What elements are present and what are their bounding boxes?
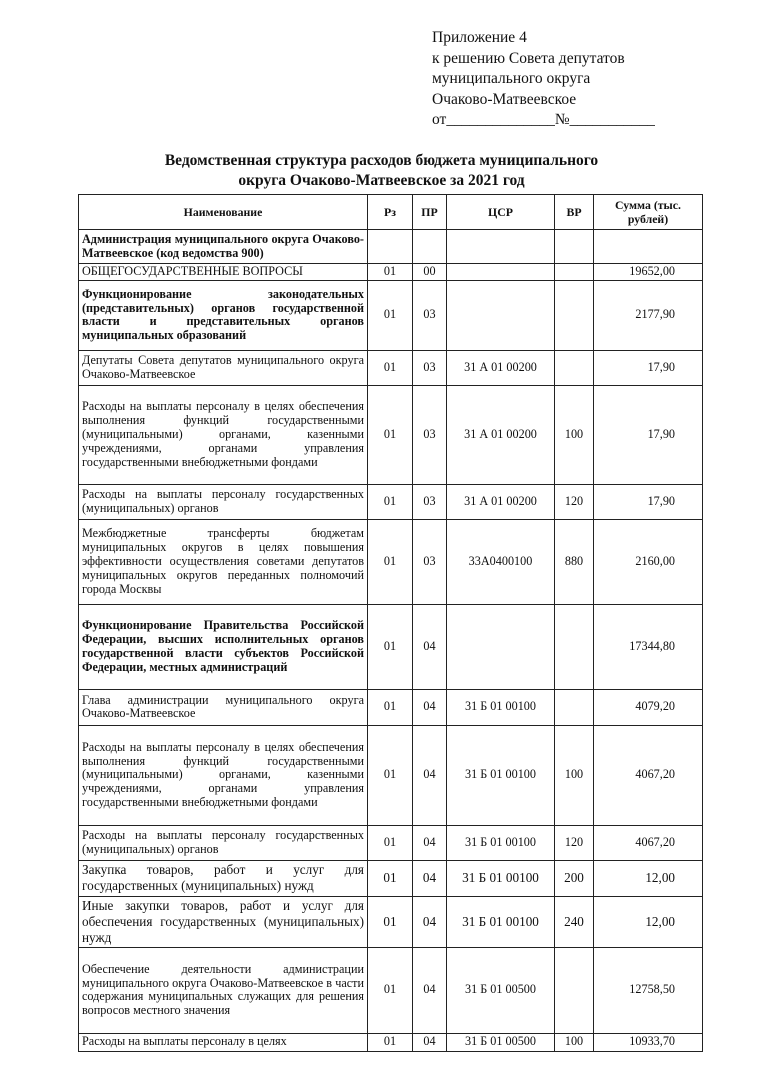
row-csr-cell bbox=[447, 604, 555, 689]
table-row bbox=[79, 230, 703, 264]
row-name-cell: Расходы на выплаты персоналу государственных (муниципальных) органов bbox=[79, 825, 368, 860]
row-csr-cell: 31 Б 01 00100 bbox=[447, 896, 555, 947]
document-header bbox=[432, 28, 655, 131]
row-csr-cell: 31 Б 01 00500 bbox=[447, 947, 555, 1033]
row-rz-cell: 01 bbox=[368, 604, 413, 689]
row-pr-cell: 04 bbox=[413, 860, 447, 896]
row-name-cell: Расходы на выплаты персоналу в целях bbox=[79, 1033, 368, 1051]
title-line-2: округа Очаково-Матвеевское за 2021 год bbox=[238, 172, 525, 189]
row-rz-cell: 01 bbox=[368, 1033, 413, 1051]
row-vr-cell bbox=[555, 264, 594, 281]
row-pr-cell: 03 bbox=[413, 280, 447, 350]
row-vr-cell: 100 bbox=[555, 385, 594, 484]
row-vr-cell: 880 bbox=[555, 519, 594, 604]
row-name-cell: Функционирование законодательных (представительных) органов государственной власти и представительных органов муниципальных образований bbox=[79, 280, 368, 350]
row-pr-cell: 04 bbox=[413, 725, 447, 825]
row-rz-cell: 01 bbox=[368, 860, 413, 896]
row-csr-cell bbox=[447, 280, 555, 350]
row-pr-cell: 03 bbox=[413, 519, 447, 604]
row-rz-cell bbox=[368, 230, 413, 264]
district-name: Очаково-Матвеевское bbox=[432, 90, 577, 108]
row-csr-cell: 31 А 01 00200 bbox=[447, 484, 555, 519]
document-title bbox=[0, 151, 763, 191]
row-sum-cell: 4067,20 bbox=[594, 725, 703, 825]
row-name-cell: Расходы на выплаты персоналу государственных (муниципальных) органов bbox=[79, 484, 368, 519]
col-header-pr: ПР bbox=[413, 195, 447, 230]
row-name-cell: Депутаты Совета депутатов муниципального округа Очаково-Матвеевское bbox=[79, 350, 368, 385]
row-name-cell: Расходы на выплаты персоналу в целях обеспечения выполнения функций государственными (муниципальными) органами, казенными учреждениями, органами управления государственными внебюджетными фондами bbox=[79, 385, 368, 484]
row-rz-cell: 01 bbox=[368, 689, 413, 725]
row-pr-cell: 04 bbox=[413, 604, 447, 689]
row-pr-cell: 04 bbox=[413, 947, 447, 1033]
row-pr-cell: 03 bbox=[413, 350, 447, 385]
row-vr-cell bbox=[555, 689, 594, 725]
row-pr-cell: 04 bbox=[413, 1033, 447, 1051]
row-rz-cell: 01 bbox=[368, 385, 413, 484]
row-sum-cell: 19652,00 bbox=[594, 264, 703, 281]
row-pr-cell: 04 bbox=[413, 689, 447, 725]
row-vr-cell bbox=[555, 604, 594, 689]
row-vr-cell bbox=[555, 350, 594, 385]
col-header-sum: Сумма (тыс. рублей) bbox=[594, 195, 703, 230]
row-rz-cell: 01 bbox=[368, 519, 413, 604]
row-vr-cell bbox=[555, 280, 594, 350]
table-row bbox=[79, 604, 703, 689]
table-row bbox=[79, 264, 703, 281]
row-pr-cell: 04 bbox=[413, 896, 447, 947]
table-row bbox=[79, 385, 703, 484]
row-sum-cell: 17,90 bbox=[594, 350, 703, 385]
row-csr-cell: 31 А 01 00200 bbox=[447, 350, 555, 385]
table-row bbox=[79, 689, 703, 725]
row-name-cell: Расходы на выплаты персоналу в целях обеспечения выполнения функций государственными (муниципальными) органами, казенными учреждениями, органами управления государственными внебюджетными фондами bbox=[79, 725, 368, 825]
appendix-label: Приложение 4 bbox=[432, 29, 527, 46]
table-row bbox=[79, 280, 703, 350]
table-row bbox=[79, 725, 703, 825]
table-row bbox=[79, 896, 703, 947]
row-sum-cell: 17344,80 bbox=[594, 604, 703, 689]
table-row bbox=[79, 484, 703, 519]
row-csr-cell bbox=[447, 264, 555, 281]
row-vr-cell: 120 bbox=[555, 484, 594, 519]
table-row bbox=[79, 1033, 703, 1051]
row-sum-cell: 17,90 bbox=[594, 385, 703, 484]
row-sum-cell: 2160,00 bbox=[594, 519, 703, 604]
title-line-1: Ведомственная структура расходов бюджета муниципального bbox=[164, 152, 599, 169]
row-sum-cell: 4067,20 bbox=[594, 825, 703, 860]
row-name-cell: ОБЩЕГОСУДАРСТВЕННЫЕ ВОПРОСЫ bbox=[79, 264, 368, 281]
row-vr-cell: 200 bbox=[555, 860, 594, 896]
row-pr-cell: 03 bbox=[413, 484, 447, 519]
table-row bbox=[79, 519, 703, 604]
row-csr-cell: 31 Б 01 00100 bbox=[447, 689, 555, 725]
table-row bbox=[79, 350, 703, 385]
row-vr-cell: 100 bbox=[555, 1033, 594, 1051]
row-name-cell: Иные закупки товаров, работ и услуг для обеспечения государственных (муниципальных) нужд bbox=[79, 896, 368, 947]
row-csr-cell: 31 Б 01 00500 bbox=[447, 1033, 555, 1051]
row-name-cell: Обеспечение деятельности администрации муниципального округа Очаково-Матвеевское в части содержания муниципальных служащих для решения вопросов местного значения bbox=[79, 947, 368, 1033]
row-rz-cell: 01 bbox=[368, 280, 413, 350]
row-sum-cell: 12,00 bbox=[594, 896, 703, 947]
row-sum-cell: 12758,50 bbox=[594, 947, 703, 1033]
row-sum-cell bbox=[594, 230, 703, 264]
row-pr-cell: 04 bbox=[413, 825, 447, 860]
row-rz-cell: 01 bbox=[368, 825, 413, 860]
row-rz-cell: 01 bbox=[368, 350, 413, 385]
table-row bbox=[79, 825, 703, 860]
row-rz-cell: 01 bbox=[368, 484, 413, 519]
table-row bbox=[79, 947, 703, 1033]
col-header-csr: ЦСР bbox=[447, 195, 555, 230]
row-sum-cell: 2177,90 bbox=[594, 280, 703, 350]
row-csr-cell: 31 А 01 00200 bbox=[447, 385, 555, 484]
row-csr-cell: 31 Б 01 00100 bbox=[447, 725, 555, 825]
row-vr-cell bbox=[555, 230, 594, 264]
date-number-line: от______________№___________ bbox=[432, 111, 655, 128]
row-rz-cell: 01 bbox=[368, 896, 413, 947]
table-header-row bbox=[79, 195, 703, 230]
budget-structure-table bbox=[78, 194, 703, 1052]
row-name-cell: Администрация муниципального округа Очаково-Матвеевское (код ведомства 900) bbox=[79, 230, 368, 264]
row-name-cell: Глава администрации муниципального округа Очаково-Матвеевское bbox=[79, 689, 368, 725]
row-csr-cell: 31 Б 01 00100 bbox=[447, 860, 555, 896]
row-name-cell: Межбюджетные трансферты бюджетам муниципальных округов в целях повышения эффективности осуществления советами депутатов муниципальных округов переданных полномочий города Москвы bbox=[79, 519, 368, 604]
decision-line: к решению Совета депутатов bbox=[432, 49, 625, 67]
row-pr-cell bbox=[413, 230, 447, 264]
row-vr-cell: 100 bbox=[555, 725, 594, 825]
row-vr-cell: 120 bbox=[555, 825, 594, 860]
col-header-name: Наименование bbox=[79, 195, 368, 230]
row-pr-cell: 00 bbox=[413, 264, 447, 281]
row-csr-cell bbox=[447, 230, 555, 264]
col-header-vr: ВР bbox=[555, 195, 594, 230]
table-row bbox=[79, 860, 703, 896]
col-header-rz: Рз bbox=[368, 195, 413, 230]
row-sum-cell: 17,90 bbox=[594, 484, 703, 519]
row-csr-cell: 33А0400100 bbox=[447, 519, 555, 604]
row-vr-cell bbox=[555, 947, 594, 1033]
row-rz-cell: 01 bbox=[368, 264, 413, 281]
row-sum-cell: 4079,20 bbox=[594, 689, 703, 725]
row-name-cell: Закупка товаров, работ и услуг для государственных (муниципальных) нужд bbox=[79, 860, 368, 896]
row-sum-cell: 10933,70 bbox=[594, 1033, 703, 1051]
row-csr-cell: 31 Б 01 00100 bbox=[447, 825, 555, 860]
row-sum-cell: 12,00 bbox=[594, 860, 703, 896]
row-pr-cell: 03 bbox=[413, 385, 447, 484]
district-line: муниципального округа bbox=[432, 70, 591, 87]
row-vr-cell: 240 bbox=[555, 896, 594, 947]
row-rz-cell: 01 bbox=[368, 947, 413, 1033]
row-rz-cell: 01 bbox=[368, 725, 413, 825]
row-name-cell: Функционирование Правительства Российской Федерации, высших исполнительных органов государственной власти субъектов Российской Федерации, местных администраций bbox=[79, 604, 368, 689]
